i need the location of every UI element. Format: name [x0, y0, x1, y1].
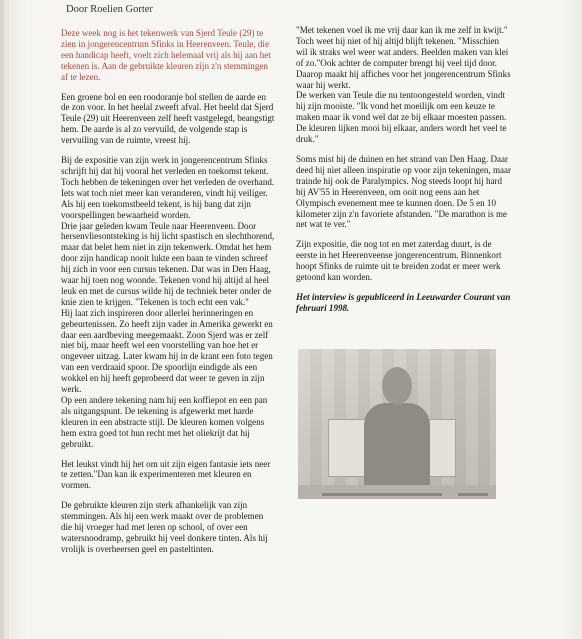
article-paragraph: De gebruikte kleuren zijn sterk afhankelijk van zijn stemmingen. Als hij een werk maakt over de problemen die hij vroeger had met leren op school, of over een watersnoodramp, gebruikt hij veel donkere tinten. Als hij vrolijk is overheersen geel en pasteltinten.	[61, 500, 268, 554]
byline: Door Roelien Gorter	[66, 4, 153, 15]
scan-edge	[0, 0, 9, 639]
left-column	[61, 28, 276, 564]
photo-caption-text	[322, 493, 442, 496]
article-paragraph: Een groene bol en een roodoranje bol stellen de aarde en de zon voor. In het heelal zweeft afval. Het beeld dat Sjerd Teule (29) uit Heerenveen zelf heeft vastgelegd, beangstigt hem. De aarde is al zo vervuild, de volgende stap is vervuiling van de ruimte, vreest hij.	[61, 91, 275, 146]
article-paragraph: Bij de expositie van zijn werk in jongerencentrum Sfinks schrijft hij dat hij vooral het verleden en toekomst tekent. Toch hebben de tekeningen over het verleden de overhand. Iets wat toch niet meer kan veranderen, vindt hij veiliger. Als hij een toekomstbeeld tekent, is hij bang dat zijn voorspellingen bewaarheid worden. Drie jaar geleden kwam Teule naar Heerenveen. Door hersenvliesontsteking is hij licht spastisch en slechthorend, maar dat belet hem niet in zijn tekenwerk. Omdat het hem door zijn handicap nooit lukte een baan te vinden schreef hij zich in voor een cursus tekenen. Dat was in Den Haag, waar hij toen nog woonde. Tekenen vond hij altijd al heel leuk en met de cursus wilde hij de techniek beter onder de knie zien te krijgen. "Tekenen is toch echt een vak." Hij laat zich inspireren door allerlei herinneringen en gebeurtenissen. Zo heeft zijn vader in Amerika gewerkt en daar een aardbeving meegemaakt. Zoon Sjerd was er zelf niet bij, maar heeft wel een voorstelling van hoe het er ongeveer uitzag. Later kwam hij in de krant een foto tegen van een verdraaid spoor. De spoorlijn eindigde als een wokkel en hij heeft geprobeerd dat weer te geven in zijn werk. Op een andere tekening nam hij een koffiepot en een pan als uitgangspunt. De tekening is afgewerkt met harde kleuren in een abstracte stijl. De kleuren komen volgens hem extra goed tot hun recht met het oliekrijt dat hij gebruikt.	[61, 155, 275, 449]
right-column	[296, 25, 512, 323]
article-paragraph: Zijn expositie, die nog tot en met zaterdag duurt, is de eerste in het Heerenveense jongerencentrum. Binnenkort hoopt Sfinks de ruimte uit te breiden zodat er meer werk getoond kan worden.	[296, 239, 502, 283]
lede-paragraph: Deze week nog is het tekenwerk van Sjerd Teule (29) te zien in jongerencentrum Sfinks in Heerenveen. Teule, die een handicap heeft, voelt zich helemaal vrij als hij aan het tekenen is. Aan de gebruikte kleuren zijn z'n stemmingen af te lezen.	[61, 28, 271, 82]
photo-caption	[298, 485, 496, 499]
photo-credit-text	[458, 493, 488, 496]
article-paragraph: Soms mist hij de duinen en het strand van Den Haag. Daar deed hij niet alleen inspiratie op voor zijn tekeningen, maar trainde hij ook de Paralympics. Nog steeds loopt hij hard bij AV'55 in Heerenveen, om ooit nog eens aan het Olympisch evenement mee te kunnen doen. De 5 en 10 kilometer zijn z'n favoriete afstanden. "De marathon is me net wat te ver."	[296, 153, 512, 230]
artist-photo	[298, 349, 496, 499]
article-paragraph: "Met tekenen voel ik me vrij daar kan ik me zelf in kwijt." Toch weet hij niet of hij altijd blijft tekenen. "Misschien wil ik straks wel weer wat anders. Beelden maken van klei of zo."Ook achter de computer brengt hij veel tijd door. Daarop maakt hij affiches voor het jongerencentrum Sfinks waar hij werkt. De werken van Teule die nu tentoongesteld worden, vindt hij zijn mooiste. "Ik vond het moeilijk om een keuze te maken maar ik vond wel dat ze bij elkaar moesten passen. De kleuren lijken mooi bij elkaar, anders wordt het veel te druk."	[296, 25, 511, 145]
photo-person-head	[382, 367, 412, 405]
article-paragraph: Het leukst vindt hij het om uit zijn eigen fantasie iets neer te zetten."Dan kan ik experimenteren met kleuren en vormen.	[61, 458, 271, 491]
publication-credit: Het interview is gepubliceerd in Leeuwarder Courant van februari 1998.	[296, 291, 511, 313]
